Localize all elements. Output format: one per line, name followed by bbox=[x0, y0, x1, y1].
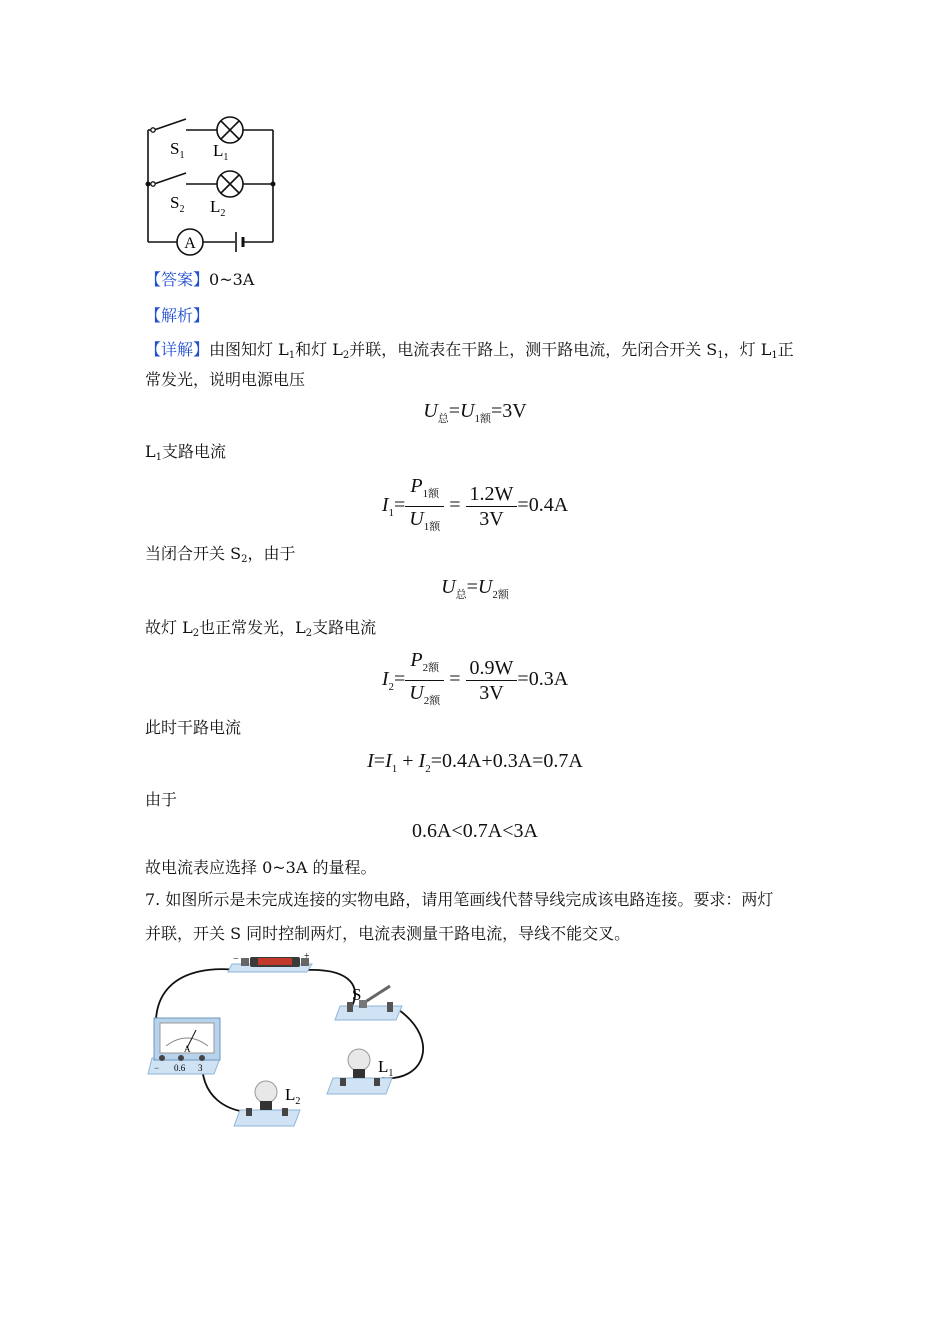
formula-u2: $U_总=U_{2额}$ bbox=[441, 576, 509, 601]
detail-line-1: 【详解】由图知灯 $L_1$和灯 $L_2$并联，电流表在干路上，测干路电流，先闭合开关 $S_1$，灯 $L_1$正 bbox=[145, 340, 794, 361]
formula-total-current: $I=I_1 + I_2=0.4A+0.3A=0.7A$ bbox=[367, 750, 583, 775]
answer-tag: 【答案】 bbox=[145, 270, 210, 289]
parallel-circuit-diagram bbox=[140, 110, 290, 260]
formula-comparison: 0.6A<0.7A<3A bbox=[412, 820, 538, 842]
physical-circuit-illustration bbox=[140, 950, 440, 1135]
svg-text:A: A bbox=[184, 1044, 191, 1054]
lamp-l1 bbox=[327, 1049, 393, 1094]
analysis-line bbox=[145, 304, 209, 328]
detail-line-2: 常发光，说明电源电压 bbox=[145, 370, 306, 389]
lamp-l1-symbol bbox=[217, 117, 243, 143]
so-l2-line: 故灯 $L_2$也正常发光，$L_2$支路电流 bbox=[145, 618, 377, 639]
lamp-l2-label: $L_2$ bbox=[285, 1085, 301, 1107]
svg-text:−: − bbox=[233, 954, 239, 965]
svg-text:3: 3 bbox=[198, 1063, 203, 1073]
ammeter-symbol bbox=[177, 229, 203, 255]
ammeter bbox=[148, 1018, 220, 1074]
battery-symbol bbox=[236, 232, 243, 252]
switch-s2-pivot bbox=[151, 182, 155, 186]
answer-line bbox=[145, 268, 254, 292]
analysis-tag: 【解析】 bbox=[145, 306, 210, 325]
svg-text:−: − bbox=[154, 1063, 160, 1073]
battery bbox=[228, 951, 312, 972]
label-s1: $S_1$ bbox=[170, 139, 185, 161]
label-l2: $L_2$ bbox=[210, 197, 226, 219]
svg-text:A: A bbox=[184, 235, 196, 252]
now-main-line: 此时干路电流 bbox=[145, 718, 242, 737]
switch-label: S bbox=[352, 985, 362, 1004]
label-s2: $S_2$ bbox=[170, 193, 185, 215]
svg-text:0.6: 0.6 bbox=[174, 1063, 186, 1073]
label-l1: $L_1$ bbox=[213, 141, 229, 163]
question-7-line-1: 7. 如图所示是未完成连接的实物电路，请用笔画线代替导线完成该电路连接。要求：两灯 bbox=[145, 890, 774, 909]
when-close-line: 当闭合开关 $S_2$，由于 bbox=[145, 544, 296, 565]
formula-i1: $I_1=$ $\frac{P_{1额}}{U_{1额}}$ = $\frac{1.2W}{3V}$ =0.4A bbox=[381, 475, 569, 533]
lamp-l2 bbox=[234, 1081, 300, 1126]
question-7-line-2: 并联，开关 S 同时控制两灯，电流表测量干路电流，导线不能交叉。 bbox=[145, 924, 631, 943]
conclusion-line: 故电流表应选择 0~3A 的量程。 bbox=[145, 858, 377, 877]
switch-s1-pivot bbox=[151, 128, 155, 132]
due-to-line: 由于 bbox=[145, 790, 178, 809]
lamp-l2-symbol bbox=[217, 171, 243, 197]
formula-supply-voltage: $U_总=U_{1额}=3V$ bbox=[423, 400, 527, 425]
detail-tag: 【详解】 bbox=[145, 340, 210, 359]
lamp-l1-label: $L_1$ bbox=[378, 1057, 394, 1079]
answer-text: 0~3A bbox=[209, 270, 255, 289]
formula-i2: $I_2=$ $\frac{P_{2额}}{U_{2额}}$ = $\frac{0.9W}{3V}$ =0.3A bbox=[381, 649, 569, 707]
switch-s bbox=[335, 985, 402, 1020]
svg-text:+: + bbox=[304, 951, 310, 962]
l1-branch-line: $L_1$支路电流 bbox=[145, 442, 227, 463]
